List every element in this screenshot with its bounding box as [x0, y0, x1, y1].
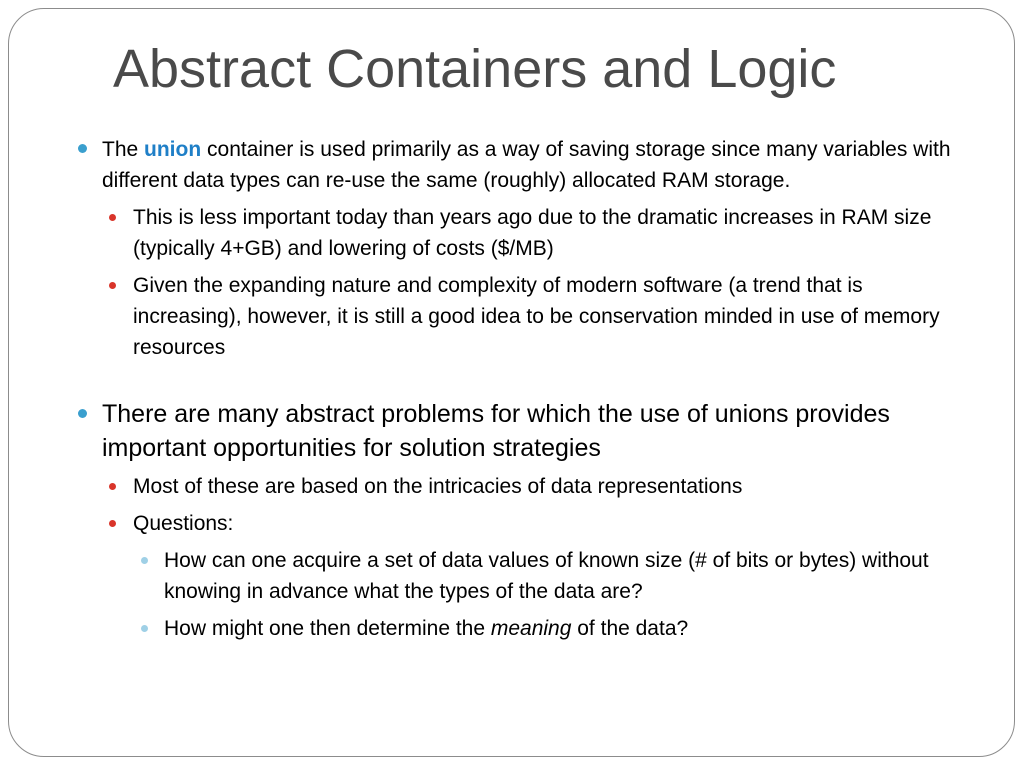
question-text-pre: How might one then determine the [164, 617, 491, 640]
bullet-text-post: container is used primarily as a way of saving storage since many variables with different data types can re-use the same (roughly) allocated RAM storage. [102, 138, 951, 192]
sub-bullet-icon [109, 282, 116, 289]
sub-sub-bullet-icon [141, 557, 148, 564]
sub-bullet-icon [109, 520, 116, 527]
sub-bullet-text: Questions: [133, 512, 234, 535]
keyword-union: union [144, 138, 202, 161]
sub-sub-bullet-icon [141, 625, 148, 632]
question-acquire-data [72, 545, 972, 607]
bullet-icon [78, 409, 87, 418]
sub-bullet-icon [109, 214, 116, 221]
sub-bullet-questions [72, 508, 972, 539]
sub-bullet-text: Most of these are based on the intricacies of data representations [133, 475, 743, 498]
sub-bullet-text: This is less important today than years ago due to the dramatic increases in RAM size (typically 4+GB) and lowering of costs ($/MB) [133, 206, 932, 260]
question-determine-meaning [72, 613, 972, 644]
question-text: How can one acquire a set of data values of known size (# of bits or bytes) without knowing in advance what the types of the data are? [164, 549, 929, 603]
bullet-text: There are many abstract problems for which the use of unions provides important opportunities for solution strategies [102, 400, 890, 462]
slide-content [72, 134, 972, 644]
sub-bullet-icon [109, 483, 116, 490]
sub-bullet-ram-size [72, 202, 972, 264]
bullet-abstract-problems [72, 397, 972, 465]
bullet-union-container [72, 134, 972, 196]
sub-bullet-intricacies [72, 471, 972, 502]
sub-bullet-text: Given the expanding nature and complexity of modern software (a trend that is increasing), however, it is still a good idea to be conservation minded in use of memory resources [133, 274, 940, 359]
emphasis-meaning: meaning [490, 617, 572, 640]
bullet-text-pre: The [102, 138, 145, 161]
question-text-post: of the data? [571, 617, 689, 640]
bullet-icon [78, 144, 87, 153]
slide-title: Abstract Containers and Logic [113, 39, 837, 99]
sub-bullet-conservation [72, 270, 972, 363]
